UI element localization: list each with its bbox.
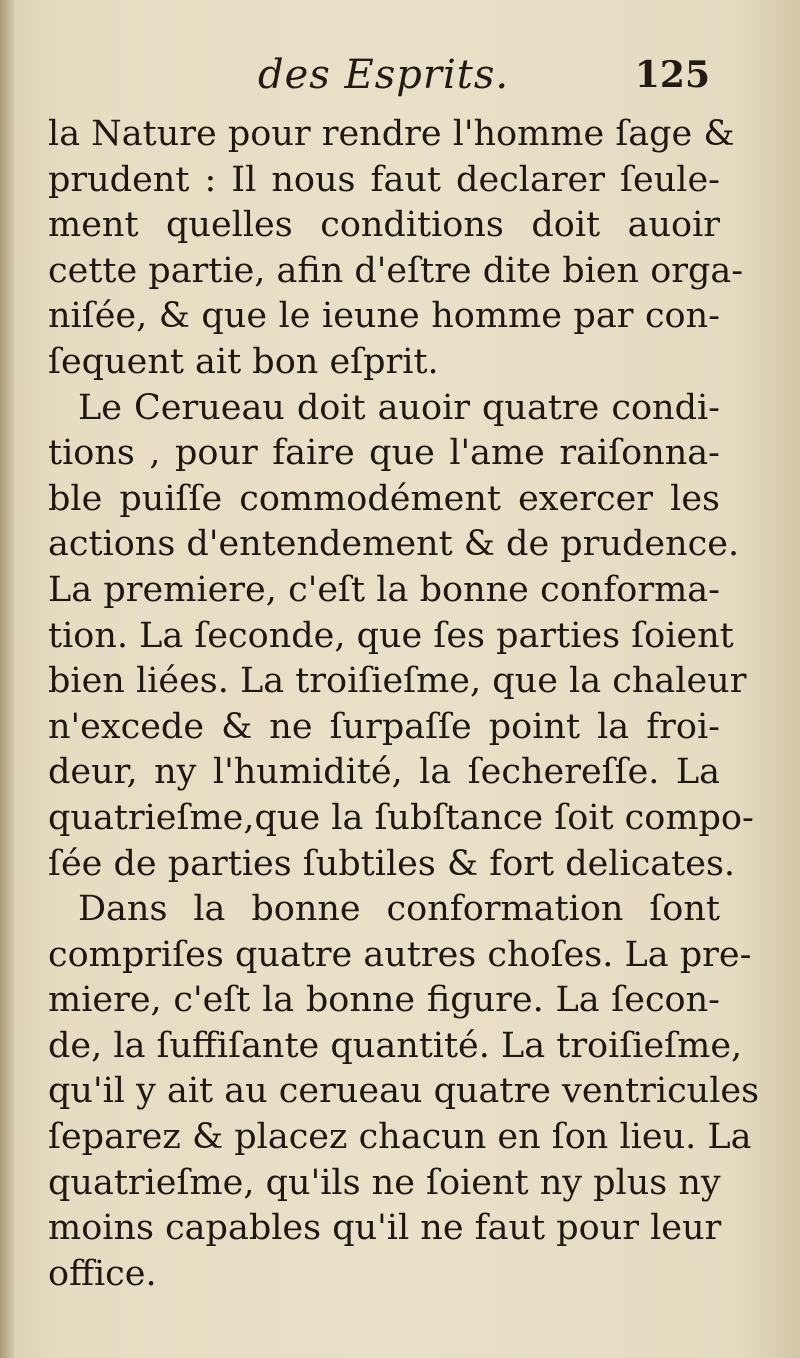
- text-line: actions d'entendement & de prudence.: [48, 524, 740, 565]
- text-line: bien liées. La troiſieſme, que la chaleur: [48, 661, 747, 702]
- text-line: office.: [48, 1253, 157, 1294]
- text-line: ſequent ait bon eſprit.: [48, 341, 439, 382]
- text-line: tion. La ſeconde, que ſes parties ſoient: [48, 615, 734, 656]
- text-line: quatrieſme,que la ſubſtance ſoit compo-: [48, 797, 754, 838]
- text-line: niſée, & que le ieune homme par con-: [48, 296, 720, 337]
- text-line: n'excede & ne ſurpaſſe point la froi-: [48, 706, 720, 747]
- text-line: prudent : Il nous faut declarer ſeule-: [48, 159, 720, 200]
- text-line: ſée de parties ſubtiles & fort delicates.: [48, 843, 736, 884]
- text-line: ſeparez & placez chacun en ſon lieu. La: [48, 1117, 752, 1158]
- text-line: deur, ny l'humidité, la ſechereſſe. La: [48, 752, 720, 793]
- page-edge: [0, 0, 14, 1358]
- text-line: quatrieſme, qu'ils ne ſoient ny plus ny: [48, 1162, 721, 1203]
- text-line: ble puiſſe commodément exercer les: [48, 478, 720, 519]
- text-line: moins capables qu'il ne faut pour leur: [48, 1208, 722, 1249]
- text-line: miere, c'eſt la bonne figure. La ſecon-: [48, 980, 720, 1021]
- text-line: cette partie, afin d'eſtre dite bien orga-: [48, 250, 744, 291]
- text-line: Le Cerueau doit auoir quatre condi-: [78, 387, 720, 428]
- page-number: 125: [634, 54, 710, 96]
- text-line: tions , pour faire que l'ame raiſonna-: [48, 433, 720, 474]
- text-line: de, la ſuffiſante quantité. La troiſieſme,: [48, 1025, 743, 1066]
- text-line: qu'il y ait au cerueau quatre ventricules: [48, 1071, 760, 1112]
- running-title: des Esprits.: [258, 52, 510, 98]
- page-header: [250, 52, 720, 112]
- text-line: La premiere, c'eſt la bonne conforma-: [48, 569, 720, 610]
- text-line: la Nature pour rendre l'homme ſage &: [48, 114, 735, 154]
- text-line: Dans la bonne conformation ſont: [78, 889, 720, 930]
- text-line: ment quelles conditions doit auoir: [48, 205, 720, 246]
- body-text: [48, 112, 760, 1297]
- text-line: compriſes quatre autres choſes. La pre-: [48, 934, 752, 975]
